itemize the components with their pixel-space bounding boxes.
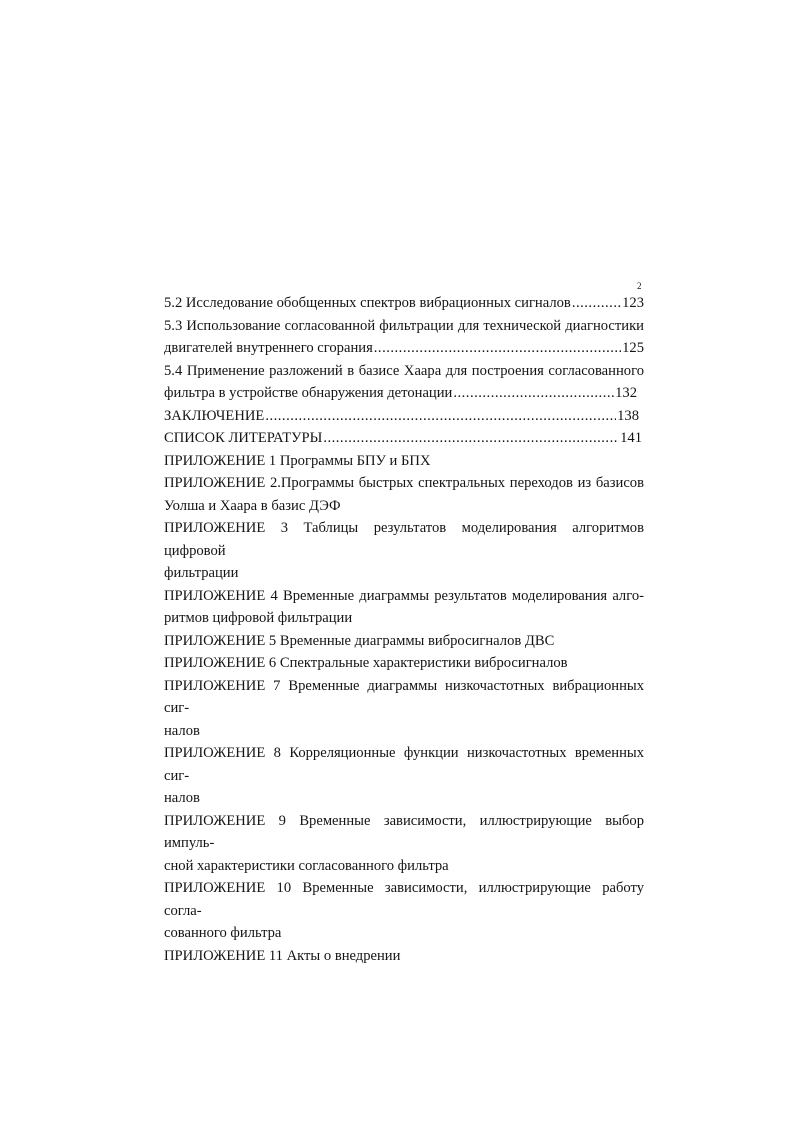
toc-entry-appendix-8 xyxy=(164,742,644,810)
toc-entry-title: 5.2 Исследование обобщенных спектров вибрационных сигналов xyxy=(164,295,571,311)
toc-entry-appendix-6 xyxy=(164,652,644,675)
toc-page-number: 125 xyxy=(622,340,644,356)
toc-entry-references xyxy=(164,427,644,450)
toc-page-number: 132 xyxy=(615,385,637,401)
toc-entry-title-continued: налов xyxy=(164,722,200,739)
toc-line xyxy=(164,382,637,405)
toc-line xyxy=(164,427,642,450)
toc-line xyxy=(164,292,644,315)
toc-entry-appendix-9 xyxy=(164,810,644,878)
toc-entry-appendix-2 xyxy=(164,472,644,517)
table-of-contents xyxy=(164,292,644,967)
toc-entry-title: 5.3 Использование согласованной фильтрации для технической диагностики xyxy=(164,317,644,334)
toc-entry-title: ПРИЛОЖЕНИЕ 1 Программы БПУ и БПХ xyxy=(164,452,431,469)
toc-entry-5-2 xyxy=(164,292,644,315)
toc-entry-title-continued: фильтра в устройстве обнаружения детонации xyxy=(164,385,453,401)
toc-entry-title-continued: ритмов цифровой фильтрации xyxy=(164,610,353,626)
toc-entry-title-continued: Уолша и Хаара в базис ДЭФ xyxy=(164,497,341,514)
dot-leader xyxy=(265,405,616,428)
toc-line xyxy=(164,337,644,360)
toc-page-number: 138 xyxy=(617,407,639,424)
toc-entry-title-continued: двигателей внутреннего сгорания xyxy=(164,340,373,356)
dot-leader xyxy=(453,382,614,405)
toc-entry-title-continued: сной характеристики согласованного фильтра xyxy=(164,857,449,874)
toc-entry-title: ПРИЛОЖЕНИЕ 10 Временные зависимости, иллюстрирующие работу согла- xyxy=(164,880,644,919)
dot-leader xyxy=(572,292,621,315)
toc-entry-title: 5.4 Применение разложений в базисе Хаара для построения согласованного xyxy=(164,362,644,379)
toc-entry-appendix-3 xyxy=(164,517,644,585)
toc-entry-title-continued: налов xyxy=(164,790,200,806)
toc-entry-appendix-10 xyxy=(164,877,644,945)
toc-entry-appendix-5 xyxy=(164,630,644,653)
toc-entry-title: ПРИЛОЖЕНИЕ 9 Временные зависимости, иллюстрирующие выбор импуль- xyxy=(164,812,644,851)
toc-entry-title: ПРИЛОЖЕНИЕ 4 Временные диаграммы результатов моделирования алго- xyxy=(164,587,644,604)
dot-leader xyxy=(374,337,621,360)
toc-entry-appendix-4 xyxy=(164,585,644,630)
page-number: 2 xyxy=(637,281,642,291)
toc-page-number: 141 xyxy=(620,430,642,446)
toc-entry-title: ПРИЛОЖЕНИЕ 8 Корреляционные функции низкочастотных временных сиг- xyxy=(164,745,644,784)
toc-entry-title-continued: сованного фильтра xyxy=(164,925,282,941)
toc-entry-title: ПРИЛОЖЕНИЕ 5 Временные диаграммы вибросигналов ДВС xyxy=(164,632,555,649)
toc-entry-title: ЗАКЛЮЧЕНИЕ xyxy=(164,407,265,424)
toc-entry-title: ПРИЛОЖЕНИЕ 3 Таблицы результатов моделирования алгоритмов цифровой xyxy=(164,520,644,559)
toc-entry-title-continued: фильтрации xyxy=(164,565,239,581)
dot-leader xyxy=(323,427,619,450)
toc-entry-appendix-1 xyxy=(164,450,644,473)
toc-entry-5-4 xyxy=(164,360,644,405)
toc-entry-title: ПРИЛОЖЕНИЕ 6 Спектральные характеристики вибросигналов xyxy=(164,655,568,671)
toc-entry-title: ПРИЛОЖЕНИЕ 11 Акты о внедрении xyxy=(164,947,401,964)
toc-entry-title: СПИСОК ЛИТЕРАТУРЫ xyxy=(164,430,323,446)
toc-entry-5-3 xyxy=(164,315,644,360)
toc-line xyxy=(164,405,639,428)
toc-page-number: 123 xyxy=(622,295,644,311)
toc-entry-title: ПРИЛОЖЕНИЕ 7 Временные диаграммы низкочастотных вибрационных сиг- xyxy=(164,677,644,716)
toc-entry-conclusion xyxy=(164,405,644,428)
toc-entry-title: ПРИЛОЖЕНИЕ 2.Программы быстрых спектральных переходов из базисов xyxy=(164,475,644,491)
toc-entry-appendix-7 xyxy=(164,675,644,743)
toc-entry-appendix-11 xyxy=(164,945,644,968)
